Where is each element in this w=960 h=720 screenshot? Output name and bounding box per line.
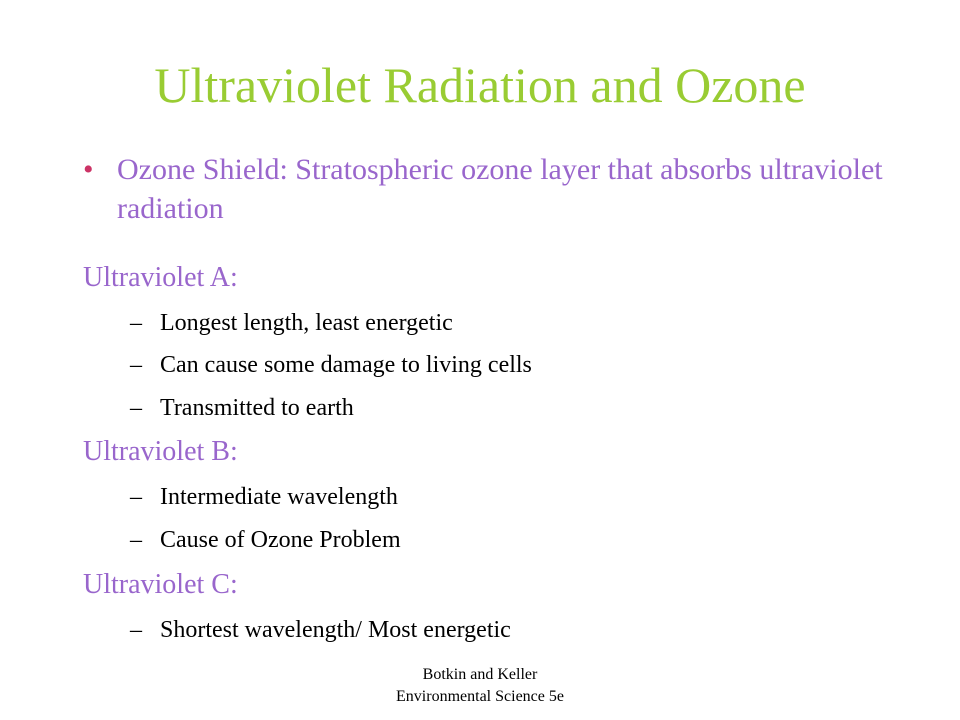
footer-book: Environmental Science 5e [396,688,564,706]
uvc-item-text: Shortest wavelength/ Most energetic [160,617,511,643]
dash-icon: – [130,352,142,378]
uvb-item-text: Cause of Ozone Problem [160,527,401,553]
ozone-shield-definition: Ozone Shield: Stratospheric ozone layer that absorbs ultraviolet radiation [117,153,883,225]
footer-credit [350,664,610,709]
uvb-item-text: Intermediate wavelength [160,484,398,510]
uva-item-damage [130,353,532,377]
uva-item-transmitted [130,396,354,420]
footer-authors: Botkin and Keller [422,666,538,683]
uvb-item-cause [130,528,401,552]
uvc-heading: Ultraviolet C: [83,569,238,600]
bullet-icon: • [83,153,94,186]
uvb-heading: Ultraviolet B: [83,436,238,467]
slide-title: Ultraviolet Radiation and Ozone [154,57,806,113]
uva-item-text: Longest length, least energetic [160,310,453,336]
uva-heading: Ultraviolet A: [83,262,238,293]
uvb-item-intermediate [130,485,398,509]
dash-icon: – [130,395,142,421]
uvc-item-shortest [130,618,511,642]
uva-item-longest [130,311,453,335]
ozone-shield-bullet [83,150,883,228]
dash-icon: – [130,617,142,643]
dash-icon: – [130,527,142,553]
uva-item-text: Transmitted to earth [160,395,354,421]
uva-item-text: Can cause some damage to living cells [160,352,532,378]
dash-icon: – [130,310,142,336]
dash-icon: – [130,484,142,510]
